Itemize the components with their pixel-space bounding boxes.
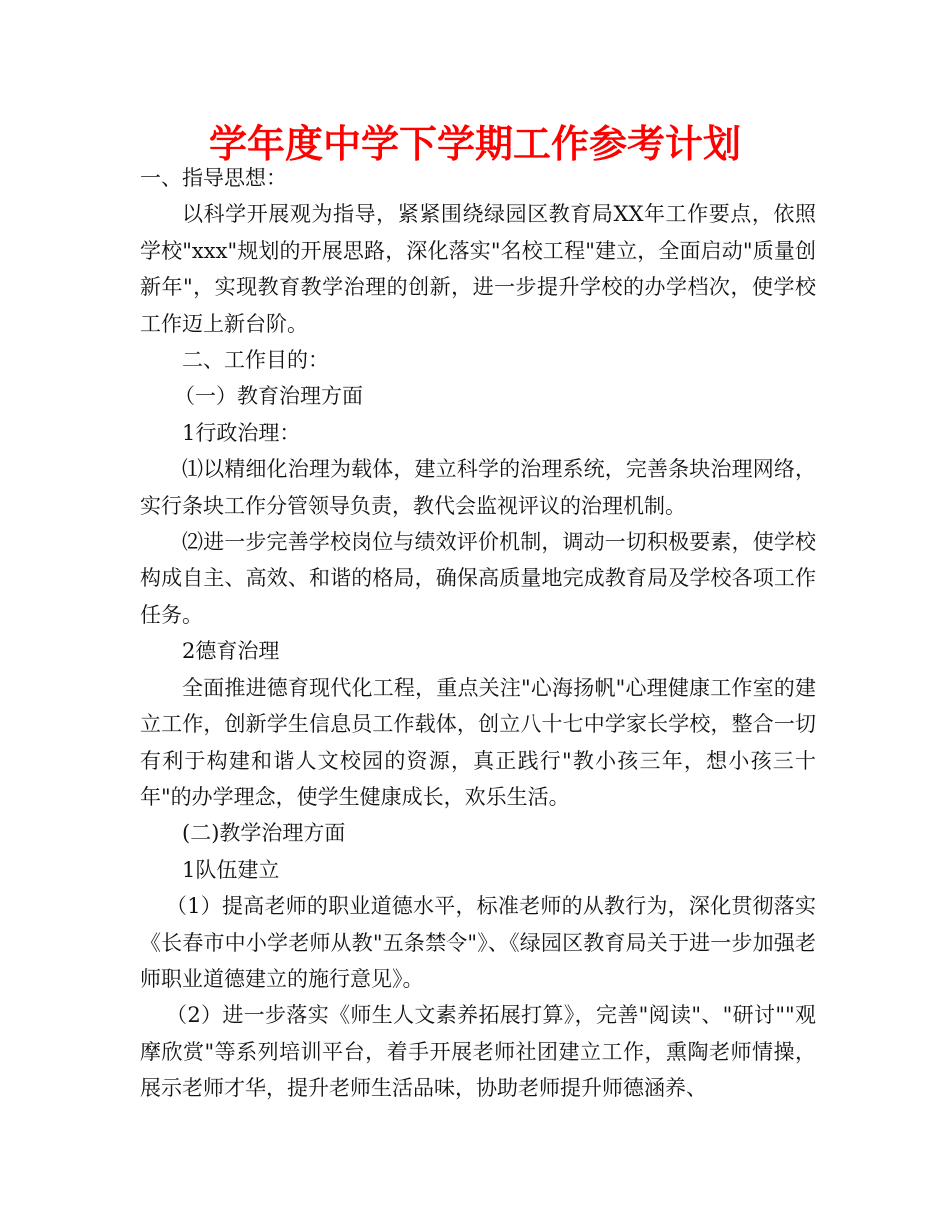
document-body	[140, 160, 816, 1107]
paragraph: （1）提高老师的职业道德水平，标准老师的从教行为，深化贯彻落实《长春市中小学老师从教"五条禁令"》、《绿园区教育局关于进一步加强老师职业道德建立的施行意见》。	[140, 894, 816, 991]
paragraph: (二)教学治理方面	[182, 821, 346, 846]
paragraph: 2德育治理	[182, 639, 280, 664]
paragraph: ⑵进一步完善学校岗位与绩效评价机制，调动一切积极要素，使学校构成自主、高效、和谐的格局，确保高质量地完成教育局及学校各项工作任务。	[140, 530, 816, 627]
paragraph: 以科学开展观为指导，紧紧围绕绿园区教育局XX年工作要点，依照学校"xxx"规划的开展思路，深化落实"名校工程"建立，全面启动"质量创新年"，实现教育教学治理的创新，进一步提升学校的办学档次，使学校工作迈上新台阶。	[140, 202, 816, 336]
paragraph: 全面推进德育现代化工程，重点关注"心海扬帆"心理健康工作室的建立工作，创新学生信息员工作载体，创立八十七中学家长学校，整合一切有利于构建和谐人文校园的资源，真正践行"教小孩三年，想小孩三十年"的办学理念，使学生健康成长，欢乐生活。	[140, 675, 816, 809]
paragraph: 1行政治理：	[182, 420, 301, 445]
document-title: 学年度中学下学期工作参考计划	[208, 122, 741, 166]
paragraph: （一）教育治理方面	[174, 384, 363, 409]
paragraph: 1队伍建立	[182, 857, 280, 882]
paragraph: 二、工作目的：	[182, 348, 329, 373]
paragraph: 一、指导思想：	[140, 166, 287, 190]
paragraph: （2）进一步落实《师生人文素养拓展打算》，完善"阅读"、"研讨""观摩欣赏"等系列培训平台，着手开展老师社团建立工作，熏陶老师情操，展示老师才华，提升老师生活品味，协助老师提升师德涵养、	[140, 1003, 816, 1101]
paragraph: ⑴以精细化治理为载体，建立科学的治理系统，完善条块治理网络，实行条块工作分管领导负责，教代会监视评议的治理机制。	[140, 457, 816, 518]
